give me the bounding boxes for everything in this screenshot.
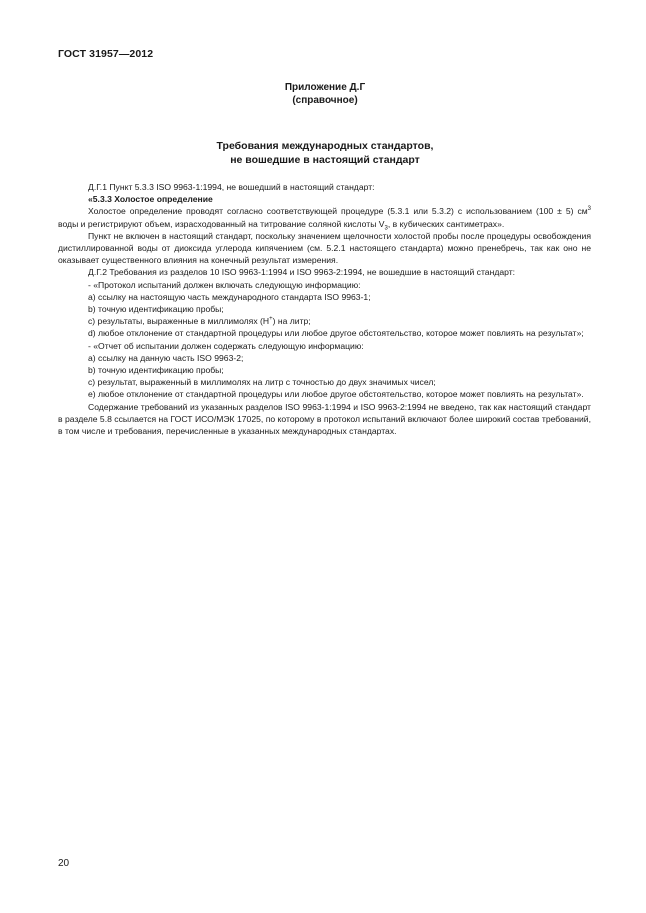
annex-heading xyxy=(58,81,592,107)
annex-title xyxy=(58,139,592,167)
list-intro-report: - «Отчет об испытании должен содержать следующую информацию: xyxy=(88,340,364,351)
subsection-heading: «5.3.3 Холостое определение xyxy=(88,194,213,205)
superscript: 3 xyxy=(587,206,591,213)
text-segment: Холостое определение проводят согласно соответствующей процедуре (5.3.1 или 5.3.2) с использованием (100 ± 5) см xyxy=(88,206,588,217)
list-item: b) точную идентификацию пробы; xyxy=(88,365,224,376)
paragraph-dg1: Д.Г.1 Пункт 5.3.3 ISO 9963-1:1994, не вошедший в настоящий стандарт: xyxy=(88,182,375,192)
list-item: e) любое отклонение от стандартной процедуры или любое другое обстоятельство, которое может повлиять на результат». xyxy=(88,389,584,400)
text-segment: , в кубических сантиметрах». xyxy=(387,218,505,229)
paragraph-dg2: Д.Г.2 Требования из разделов 10 ISO 9963-1:1994 и ISO 9963-2:1994, не вошедшие в настоящий стандарт: xyxy=(88,267,516,278)
text-segment: ) на литр; xyxy=(272,316,311,327)
list-item: a) ссылку на настоящую часть международного стандарта ISO 9963-1; xyxy=(88,291,371,302)
superscript: + xyxy=(269,316,273,323)
annex-type: (справочное) xyxy=(292,95,358,106)
list-item: d) любое отклонение от стандартной процедуры или любое другое обстоятельство, которое может повлиять на результат»; xyxy=(88,328,584,339)
document-body xyxy=(58,181,591,437)
list-item: a) ссылку на данную часть ISO 9963-2; xyxy=(88,352,244,363)
page-number: 20 xyxy=(58,858,70,869)
text-segment: воды и регистрируют объем, израсходованный на титрование соляной кислоты V xyxy=(58,218,385,229)
paragraph-blank-determination xyxy=(58,205,591,232)
subscript: 3 xyxy=(384,225,388,232)
list-item: b) точную идентификацию пробы; xyxy=(88,304,224,315)
text-segment: c) результаты, выраженные в миллимолях (H xyxy=(88,316,270,327)
annex-title-line-2: не вошедшие в настоящий стандарт xyxy=(230,154,420,166)
paragraph-conclusion: Содержание требований из указанных разделов ISO 9963-1:1994 и ISO 9963-2:1994 не введено, так как настоящий стандарт в разделе 5.8 ссылается на ГОСТ ИСО/МЭК 17025, по которому в протокол испытаний включают более широкий состав требований, в том числе и требования, перечисленные в указанных международных стандартах. xyxy=(58,401,591,437)
annex-title-line-1: Требования международных стандартов, xyxy=(216,140,434,152)
list-item: c) результат, выраженный в миллимолях на литр с точностью до двух значимых чисел; xyxy=(88,377,436,388)
document-header: ГОСТ 31957—2012 xyxy=(58,48,154,60)
paragraph-not-included: Пункт не включен в настоящий стандарт, поскольку значением щелочности холостой пробы после процедуры освобождения дистиллированной воды от диоксида углерода кипячением (см. 5.2.1 настоящего стандарта) можно пренебречь, так как оно не оказывает существенного влияния на конечный результат измерения. xyxy=(58,230,591,266)
list-item xyxy=(58,315,591,327)
annex-label: Приложение Д.Г xyxy=(284,82,366,93)
list-intro-protocol: - «Протокол испытаний должен включать следующую информацию: xyxy=(88,279,361,290)
